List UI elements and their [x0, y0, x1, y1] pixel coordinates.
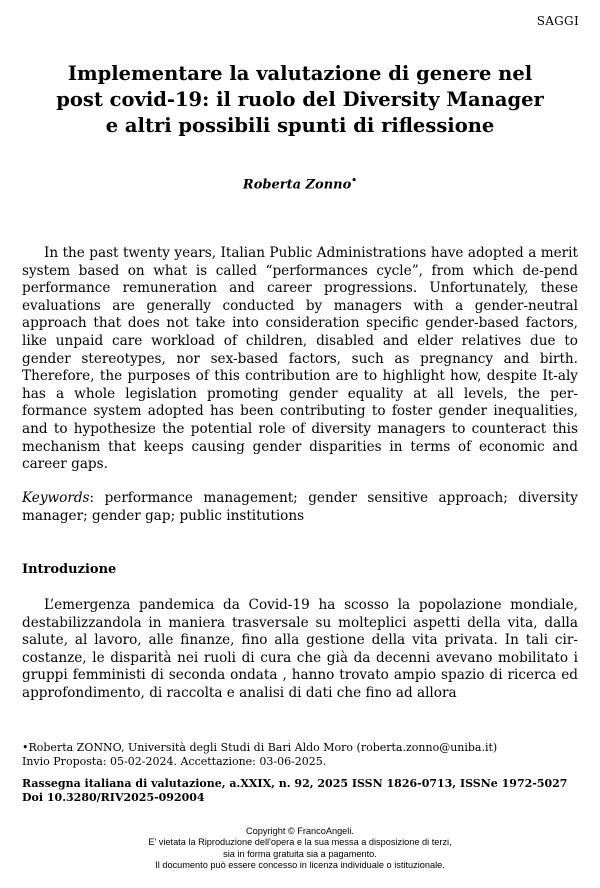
footnote-marker: •	[351, 176, 358, 186]
keywords-label: Keywords	[22, 490, 90, 506]
title-line: e altri possibili spunti di riflessione	[105, 114, 495, 137]
keywords-paragraph	[22, 490, 578, 525]
abstract-paragraph: In the past twenty years, Italian Public Administrations have adopted a merit system based on what is called “performances cycle”, from which de-pend performance remuneration and career progressions. Unfortunately, these evaluations are generally conducted by managers with a gender-neutral approach that does not take into consideration specific gender-based factors, like unpaid care workload of children, disabled and elder relatives due to gender stereotypes, nor sex-based factors, such as pregnancy and birth. Therefore, the purposes of this contribution are to highlight how, despite It-aly has a whole legislation promoting gender equality at all levels, the per-formance system adopted has been contributing to foster gender inequalities, and to hypothesize the potential role of diversity managers to counteract this mechanism that keeps causing gender disparities in terms of economic and career gaps.	[22, 245, 578, 473]
journal-citation	[22, 777, 582, 804]
article-title	[22, 61, 578, 139]
title-line: post covid-19: il ruolo del Diversity Manager	[56, 88, 544, 111]
copyright-line: Il documento può essere concesso in licenza individuale o istituzionale.	[155, 860, 445, 871]
author-name: Roberta Zonno	[242, 177, 352, 193]
section-heading-introduzione: Introduzione	[22, 562, 117, 577]
journal-doi: Doi 10.3280/RIV2025-092004	[22, 790, 205, 804]
keywords-text: : performance management; gender sensitive approach; diversity manager; gender gap; public institutions	[22, 490, 578, 524]
footnote-dates: Invio Proposta: 05-02-2024. Accettazione: 03-06-2025.	[22, 754, 327, 768]
journal-issn: Rassegna italiana di valutazione, a.XXIX, n. 92, 2025 ISSN 1826-0713, ISSNe 1972-5027	[22, 777, 568, 790]
copyright-notice	[0, 826, 600, 872]
section-label: SAGGI	[536, 14, 579, 28]
footnote-affiliation: •Roberta ZONNO, Università degli Studi di Bari Aldo Moro (roberta.zonno@uniba.it)	[22, 741, 498, 754]
author-line	[0, 176, 600, 192]
author-footnote	[22, 741, 582, 768]
copyright-line: Copyright © FrancoAngeli.	[246, 826, 354, 836]
copyright-line: E' vietata la Riproduzione dell'opera e la sua messa a disposizione di terzi,	[148, 837, 452, 848]
intro-paragraph: L’emergenza pandemica da Covid-19 ha scosso la popolazione mondiale, destabilizzandola in maniera trasversale su molteplici aspetti della vita, dalla salute, al lavoro, alle finanze, fino alla gestione della vita privata. In tali cir-costanze, le disparità nei ruoli di cura che già da decenni avevano mobilitato i gruppi femministi di seconda ondata , hanno trovato ampio spazio di ricerca ed approfondimento, di raccolta e analisi di dati che fino ad allora	[22, 597, 578, 701]
title-line: Implementare la valutazione di genere nel	[67, 62, 533, 85]
copyright-line: sia in forma gratuita sia a pagamento.	[223, 848, 377, 859]
